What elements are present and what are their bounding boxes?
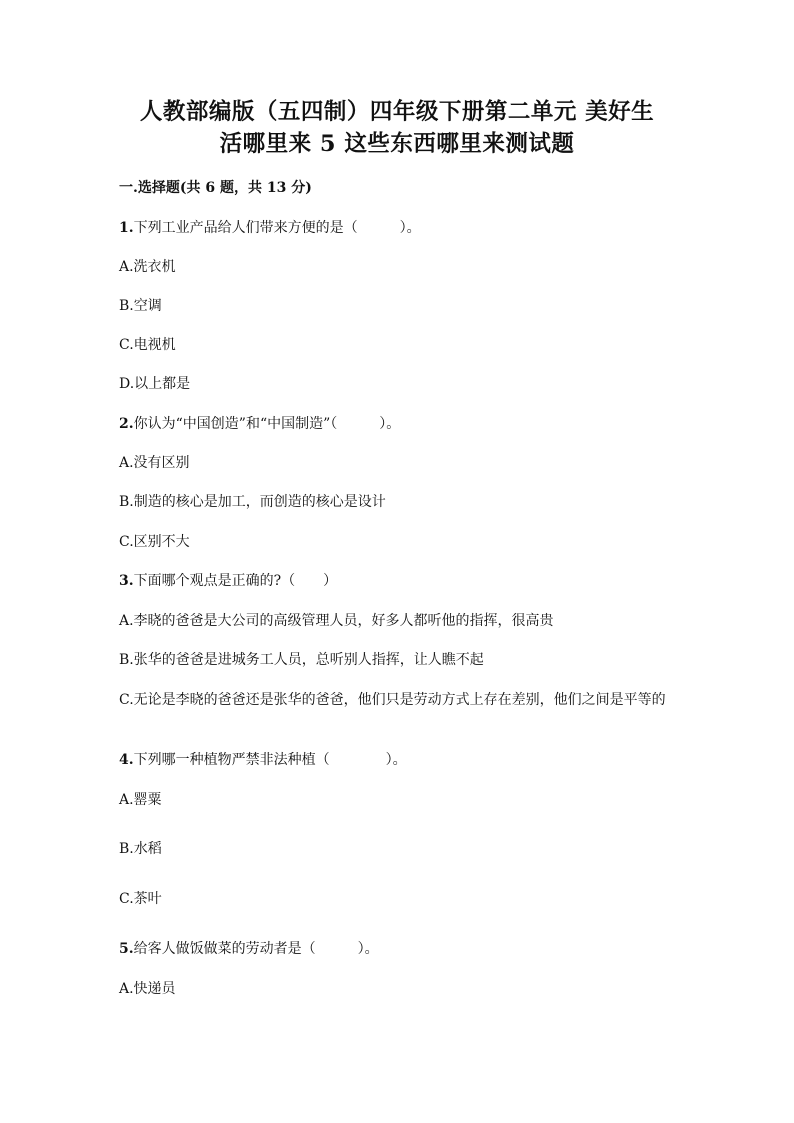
question-stem: 下面哪个观点是正确的?（ ） bbox=[133, 573, 338, 589]
question-number: 1. bbox=[119, 220, 134, 236]
question-1-option-c: C.电视机 bbox=[119, 337, 176, 353]
question-1-option-d: D.以上都是 bbox=[119, 376, 191, 392]
page-title bbox=[100, 96, 694, 160]
title-line-1: 人教部编版（五四制）四年级下册第二单元 美好生 bbox=[139, 99, 655, 125]
question-2-option-c: C.区别不大 bbox=[119, 534, 190, 550]
question-1-option-a: A.洗衣机 bbox=[119, 259, 176, 275]
section-heading: 一.选择题(共 6 题，共 13 分) bbox=[119, 180, 312, 196]
question-2 bbox=[119, 414, 400, 434]
question-stem: 下列工业产品给人们带来方便的是（ ）。 bbox=[133, 220, 421, 236]
question-stem: 下列哪一种植物严禁非法种植（ ）。 bbox=[133, 752, 407, 768]
question-3-option-a: A.李晓的爸爸是大公司的高级管理人员，好多人都听他的指挥，很高贵 bbox=[119, 613, 554, 629]
question-4-option-a: A.罂粟 bbox=[119, 792, 162, 808]
question-number: 4. bbox=[119, 752, 134, 768]
question-5-option-a: A.快递员 bbox=[119, 981, 176, 997]
question-4-option-c: C.茶叶 bbox=[119, 891, 162, 907]
question-number: 5. bbox=[119, 941, 134, 957]
question-4-option-b: B.水稻 bbox=[119, 841, 162, 857]
question-2-option-b: B.制造的核心是加工，而创造的核心是设计 bbox=[119, 494, 386, 510]
question-number: 3. bbox=[119, 573, 134, 589]
question-5 bbox=[119, 939, 379, 959]
title-line-2: 活哪里来 5 这些东西哪里来测试题 bbox=[219, 131, 575, 157]
question-3-option-c: C.无论是李晓的爸爸还是张华的爸爸，他们只是劳动方式上存在差别，他们之间是平等的 bbox=[119, 692, 666, 708]
question-3-option-b: B.张华的爸爸是进城务工人员，总听别人指挥，让人瞧不起 bbox=[119, 652, 484, 668]
question-3 bbox=[119, 571, 337, 591]
question-number: 2. bbox=[119, 416, 134, 432]
question-stem: 你认为“中国创造”和“中国制造”（ ）。 bbox=[133, 416, 401, 432]
question-stem: 给客人做饭做菜的劳动者是（ ）。 bbox=[133, 941, 379, 957]
question-2-option-a: A.没有区别 bbox=[119, 455, 190, 471]
question-1-option-b: B.空调 bbox=[119, 298, 162, 314]
question-1 bbox=[119, 218, 421, 238]
question-4 bbox=[119, 750, 407, 770]
